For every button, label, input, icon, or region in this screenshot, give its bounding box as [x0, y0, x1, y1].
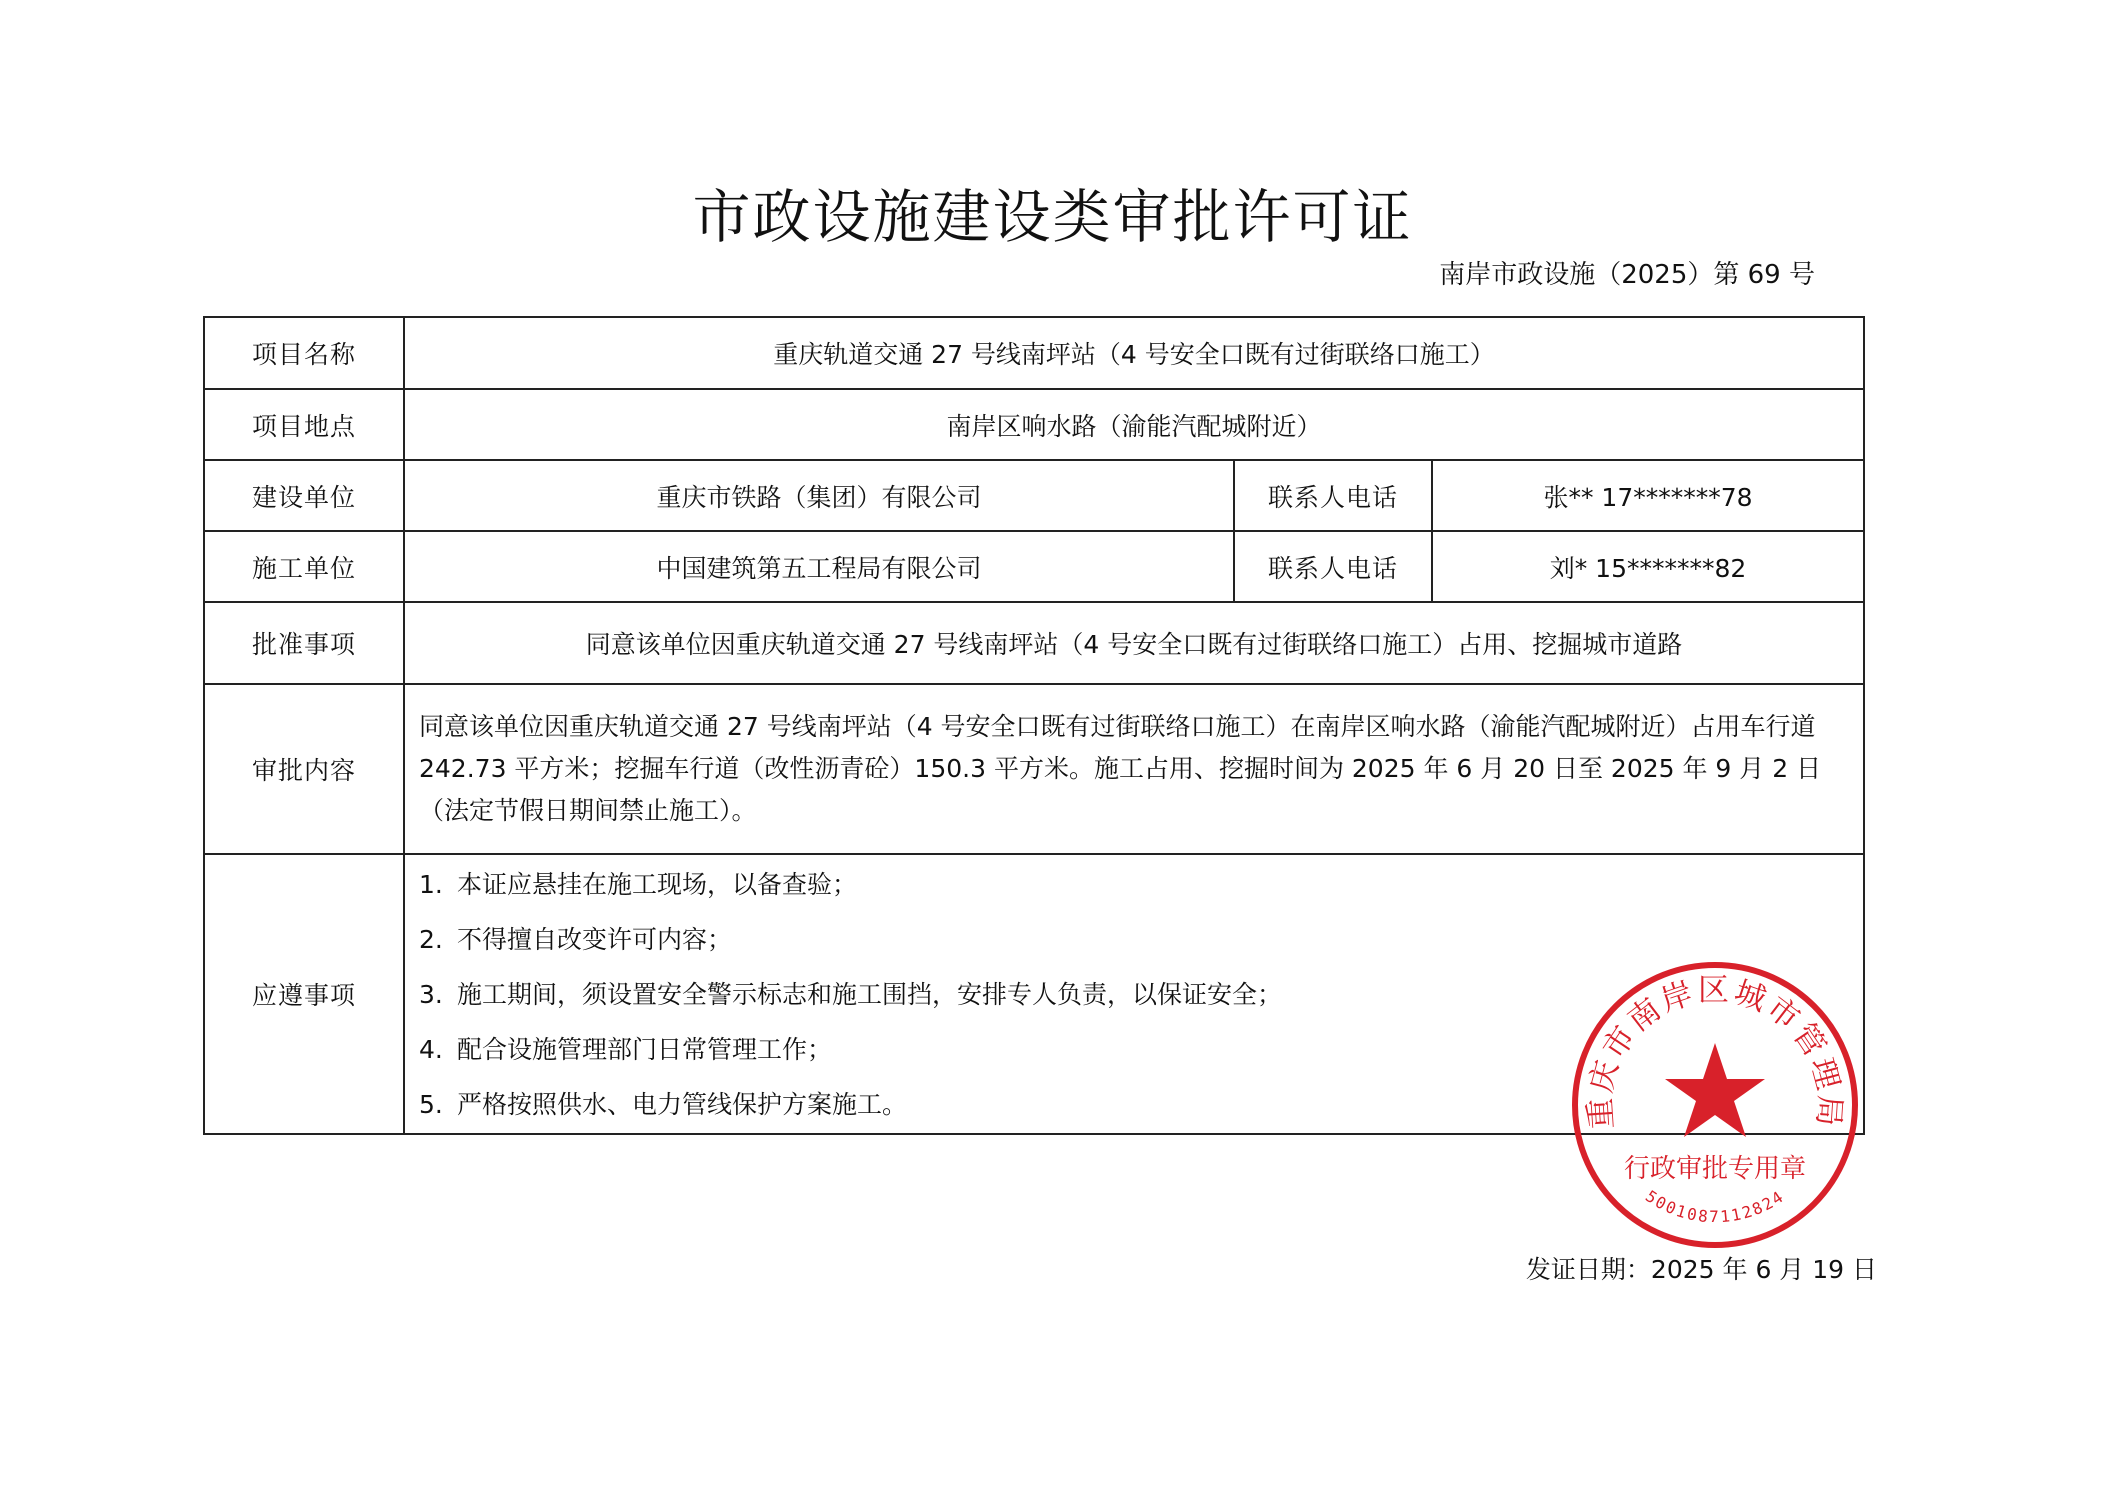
compliance-item-text: 配合设施管理部门日常管理工作； — [457, 1034, 833, 1064]
compliance-item-text: 不得擅自改变许可内容； — [457, 924, 733, 954]
document-number: 南岸市政设施（2025）第 69 号 — [1439, 260, 1815, 290]
value-builder: 重庆市铁路（集团）有限公司 — [404, 460, 1234, 531]
value-approved-item: 同意该单位因重庆轨道交通 27 号线南坪站（4 号安全口既有过街联络口施工）占用、挖掘城市道路 — [404, 602, 1864, 684]
seal-purpose: 行政审批专用章 — [1623, 1154, 1807, 1184]
seal-org-text: 重庆市南岸区城市管理局 — [1582, 972, 1848, 1131]
row-approval-content — [204, 684, 1864, 854]
document-title: 市政设施建设类审批许可证 — [692, 183, 1413, 251]
value-project-name: 重庆轨道交通 27 号线南坪站（4 号安全口既有过街联络口施工） — [404, 317, 1864, 389]
compliance-item-text: 严格按照供水、电力管线保护方案施工。 — [457, 1089, 908, 1119]
compliance-item-number: 5. — [419, 1089, 443, 1119]
value-approval-content: 同意该单位因重庆轨道交通 27 号线南坪站（4 号安全口既有过街联络口施工）在南岸区响水路（渝能汽配城附近）占用车行道 242.73 平方米；挖掘车行道（改性沥青砼）150.3 平方米。施工占用、挖掘时间为 2025 年 6 月 20 日至 2025 年 9 月 2 日（法定节假日期间禁止施工）。 — [404, 684, 1864, 854]
row-project-name — [204, 317, 1864, 389]
star-icon — [1665, 1043, 1765, 1137]
compliance-item-number: 2. — [419, 924, 443, 954]
issue-date: 发证日期：2025 年 6 月 19 日 — [1525, 1255, 1877, 1284]
seal-code-text: 5001087112824 — [1641, 1186, 1789, 1227]
value-contractor: 中国建筑第五工程局有限公司 — [404, 531, 1234, 602]
label-builder-contact: 联系人电话 — [1234, 460, 1432, 531]
value-builder-contact: 张** 17*******78 — [1432, 460, 1864, 531]
compliance-item — [419, 857, 1849, 912]
label-contractor-contact: 联系人电话 — [1234, 531, 1432, 602]
official-seal-icon — [1565, 955, 1865, 1255]
compliance-item-text: 施工期间，须设置安全警示标志和施工围挡，安排专人负责，以保证安全； — [457, 979, 1283, 1009]
label-approval-content: 审批内容 — [204, 684, 404, 854]
value-project-location: 南岸区响水路（渝能汽配城附近） — [404, 389, 1864, 460]
label-contractor: 施工单位 — [204, 531, 404, 602]
compliance-item-number: 4. — [419, 1034, 443, 1064]
compliance-item-number: 3. — [419, 979, 443, 1009]
compliance-item-number: 1. — [419, 869, 443, 899]
compliance-item-text: 本证应悬挂在施工现场，以备查验； — [457, 869, 858, 899]
row-approved-item — [204, 602, 1864, 684]
label-project-name: 项目名称 — [204, 317, 404, 389]
row-project-location — [204, 389, 1864, 460]
seal-code — [1642, 1186, 1788, 1226]
label-builder: 建设单位 — [204, 460, 404, 531]
row-contractor — [204, 531, 1864, 602]
row-builder — [204, 460, 1864, 531]
label-compliance: 应遵事项 — [204, 854, 404, 1134]
label-approved-item: 批准事项 — [204, 602, 404, 684]
label-project-location: 项目地点 — [204, 389, 404, 460]
value-contractor-contact: 刘* 15*******82 — [1432, 531, 1864, 602]
